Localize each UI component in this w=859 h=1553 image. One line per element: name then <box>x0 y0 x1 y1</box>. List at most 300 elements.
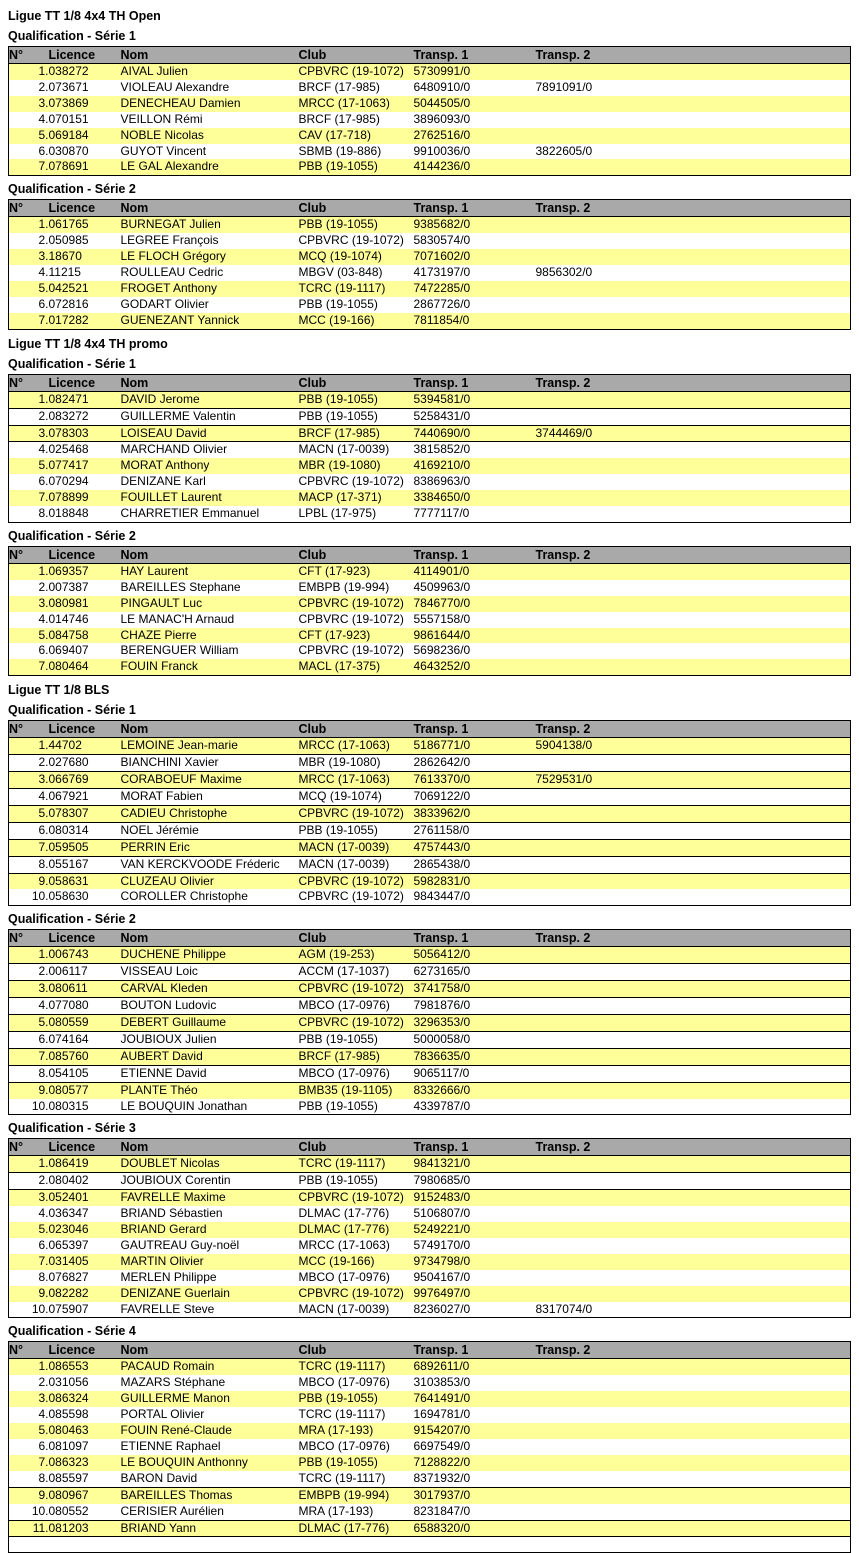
qualification-table <box>8 929 851 1115</box>
cell-licence: 085760 <box>49 1048 121 1065</box>
cell-transp2 <box>536 1423 851 1439</box>
cell-club: MBCO (17-0976) <box>299 1375 414 1391</box>
cell-club: CPBVRC (19-1072) <box>299 643 414 659</box>
cell-nom: NOBLE Nicolas <box>121 128 299 144</box>
cell-club: LPBL (17-975) <box>299 506 414 522</box>
cell-transp1: 5258431/0 <box>414 408 536 425</box>
column-header-transp1: Transp. 1 <box>414 930 536 947</box>
cell-club: TCRC (19-1117) <box>299 1359 414 1375</box>
cell-transp1: 3896093/0 <box>414 112 536 128</box>
cell-transp1: 8231847/0 <box>414 1504 536 1520</box>
cell-licence: 078691 <box>49 159 121 175</box>
cell-n: 10. <box>9 889 49 905</box>
cell-n: 8. <box>9 1270 49 1286</box>
column-header-transp1: Transp. 1 <box>414 47 536 64</box>
table-row <box>9 506 851 522</box>
cell-n: 9. <box>9 1286 49 1302</box>
cell-n: 1. <box>9 391 49 408</box>
cell-licence: 44702 <box>49 738 121 755</box>
table-header-row <box>9 721 851 738</box>
cell-transp1: 5394581/0 <box>414 391 536 408</box>
table-header-row <box>9 1342 851 1359</box>
cell-transp2: 8317074/0 <box>536 1302 851 1318</box>
table-row <box>9 856 851 873</box>
cell-licence: 085597 <box>49 1471 121 1487</box>
cell-transp1: 5249221/0 <box>414 1222 536 1238</box>
cell-nom: DOUBLET Nicolas <box>121 1156 299 1173</box>
cell-nom: CHAZE Pierre <box>121 628 299 644</box>
table-row <box>9 1270 851 1286</box>
cell-nom: LE GAL Alexandre <box>121 159 299 175</box>
cell-transp1: 4173197/0 <box>414 265 536 281</box>
cell-nom: ETIENNE David <box>121 1065 299 1082</box>
cell-n: 4. <box>9 1206 49 1222</box>
cell-licence: 073869 <box>49 96 121 112</box>
cell-n: 1. <box>9 64 49 80</box>
cell-transp2 <box>536 1238 851 1254</box>
cell-transp1: 7071602/0 <box>414 249 536 265</box>
cell-transp1: 5056412/0 <box>414 947 536 964</box>
cell-nom: GUILLERME Manon <box>121 1391 299 1407</box>
cell-nom: PERRIN Eric <box>121 839 299 856</box>
cell-transp1: 3833962/0 <box>414 805 536 822</box>
table-row <box>9 1048 851 1065</box>
cell-transp2 <box>536 1048 851 1065</box>
cell-transp1: 7981876/0 <box>414 998 536 1015</box>
table-row <box>9 596 851 612</box>
table-row <box>9 128 851 144</box>
cell-n: 7. <box>9 1048 49 1065</box>
cell-club: MCC (19-166) <box>299 313 414 329</box>
table-row <box>9 1065 851 1082</box>
cell-licence: 080967 <box>49 1487 121 1503</box>
cell-transp1: 6588320/0 <box>414 1520 536 1537</box>
table-row <box>9 1487 851 1503</box>
qualification-table <box>8 1341 851 1553</box>
cell-transp1: 6697549/0 <box>414 1439 536 1455</box>
cell-nom: MORAT Fabien <box>121 789 299 806</box>
cell-nom: PORTAL Olivier <box>121 1407 299 1423</box>
column-header-n: N° <box>9 721 49 738</box>
table-row <box>9 628 851 644</box>
cell-n: 4. <box>9 442 49 458</box>
cell-nom: LEMOINE Jean-marie <box>121 738 299 755</box>
cell-licence: 014746 <box>49 612 121 628</box>
cell-licence: 080981 <box>49 596 121 612</box>
cell-transp2 <box>536 755 851 772</box>
cell-nom: BAREILLES Thomas <box>121 1487 299 1503</box>
cell-licence: 058630 <box>49 889 121 905</box>
cell-nom: MERLEN Philippe <box>121 1270 299 1286</box>
cell-club: BRCF (17-985) <box>299 1048 414 1065</box>
cell-transp2 <box>536 998 851 1015</box>
cell-transp1: 4169210/0 <box>414 458 536 474</box>
cell-nom: FOUIN Franck <box>121 659 299 675</box>
cell-transp2 <box>536 1173 851 1190</box>
qualification-table <box>8 46 851 176</box>
cell-licence <box>49 1537 121 1553</box>
cell-n: 8. <box>9 1065 49 1082</box>
cell-transp1: 8386963/0 <box>414 474 536 490</box>
cell-licence: 042521 <box>49 281 121 297</box>
cell-licence: 050985 <box>49 233 121 249</box>
cell-n: 5. <box>9 1014 49 1031</box>
cell-licence: 059505 <box>49 839 121 856</box>
cell-licence: 054105 <box>49 1065 121 1082</box>
cell-club: CPBVRC (19-1072) <box>299 1190 414 1206</box>
table-row <box>9 563 851 579</box>
cell-transp2: 9856302/0 <box>536 265 851 281</box>
table-row <box>9 1014 851 1031</box>
table-row <box>9 1391 851 1407</box>
cell-n: 9. <box>9 1487 49 1503</box>
cell-club: MRA (17-193) <box>299 1423 414 1439</box>
table-row <box>9 233 851 249</box>
cell-licence: 082282 <box>49 1286 121 1302</box>
cell-n: 3. <box>9 96 49 112</box>
cell-transp2 <box>536 442 851 458</box>
cell-nom: BOUTON Ludovic <box>121 998 299 1015</box>
cell-n: 2. <box>9 964 49 981</box>
cell-licence: 067921 <box>49 789 121 806</box>
cell-transp1: 2865438/0 <box>414 856 536 873</box>
cell-club: CPBVRC (19-1072) <box>299 596 414 612</box>
cell-nom: JOUBIOUX Corentin <box>121 1173 299 1190</box>
column-header-club: Club <box>299 1139 414 1156</box>
cell-club: MRCC (17-1063) <box>299 738 414 755</box>
cell-club: MBR (19-1080) <box>299 755 414 772</box>
cell-n: 5. <box>9 128 49 144</box>
cell-nom: COROLLER Christophe <box>121 889 299 905</box>
column-header-licence: Licence <box>49 930 121 947</box>
cell-transp1: 7846770/0 <box>414 596 536 612</box>
cell-n: 4. <box>9 789 49 806</box>
cell-transp2 <box>536 1222 851 1238</box>
cell-transp1: 2867726/0 <box>414 297 536 313</box>
serie-label: Qualification - Série 2 <box>8 528 136 543</box>
cell-transp2: 3822605/0 <box>536 144 851 160</box>
cell-n: 10. <box>9 1302 49 1318</box>
cell-club: MBR (19-1080) <box>299 458 414 474</box>
cell-transp2 <box>536 1082 851 1098</box>
cell-transp2 <box>536 474 851 490</box>
table-row <box>9 981 851 998</box>
cell-club: CFT (17-923) <box>299 563 414 579</box>
cell-n: 1. <box>9 563 49 579</box>
table-row <box>9 490 851 506</box>
cell-n: 9. <box>9 1082 49 1098</box>
cell-licence: 080611 <box>49 981 121 998</box>
cell-club: MACP (17-371) <box>299 490 414 506</box>
cell-nom: BURNEGAT Julien <box>121 217 299 233</box>
cell-club: DLMAC (17-776) <box>299 1520 414 1537</box>
table-row <box>9 474 851 490</box>
cell-club: MCQ (19-1074) <box>299 789 414 806</box>
cell-licence: 075907 <box>49 1302 121 1318</box>
ligue-title: Ligue TT 1/8 BLS <box>8 683 110 698</box>
ligue-title: Ligue TT 1/8 4x4 TH Open <box>8 9 161 23</box>
cell-nom: GAUTREAU Guy-noël <box>121 1238 299 1254</box>
cell-transp1: 7980685/0 <box>414 1173 536 1190</box>
table-header-row <box>9 930 851 947</box>
column-header-transp1: Transp. 1 <box>414 721 536 738</box>
cell-transp1: 9152483/0 <box>414 1190 536 1206</box>
cell-club: CPBVRC (19-1072) <box>299 873 414 889</box>
table-row <box>9 1520 851 1537</box>
cell-transp2 <box>536 1455 851 1471</box>
cell-licence: 074164 <box>49 1031 121 1048</box>
column-header-n: N° <box>9 200 49 217</box>
cell-transp1: 5044505/0 <box>414 96 536 112</box>
cell-licence: 018848 <box>49 506 121 522</box>
cell-transp1: 9504167/0 <box>414 1270 536 1286</box>
cell-licence: 077080 <box>49 998 121 1015</box>
cell-club: EMBPB (19-994) <box>299 1487 414 1503</box>
cell-n: 7. <box>9 490 49 506</box>
cell-nom: GUENEZANT Yannick <box>121 313 299 329</box>
cell-licence: 070151 <box>49 112 121 128</box>
cell-nom: CHARRETIER Emmanuel <box>121 506 299 522</box>
column-header-transp1: Transp. 1 <box>414 1342 536 1359</box>
cell-transp2 <box>536 159 851 175</box>
cell-transp2 <box>536 789 851 806</box>
cell-club: MCQ (19-1074) <box>299 249 414 265</box>
cell-club: PBB (19-1055) <box>299 408 414 425</box>
cell-nom: CLUZEAU Olivier <box>121 873 299 889</box>
cell-n: 2. <box>9 80 49 96</box>
table-row-partial <box>9 1537 851 1553</box>
cell-transp1: 9976497/0 <box>414 1286 536 1302</box>
cell-nom: CADIEU Christophe <box>121 805 299 822</box>
table-row <box>9 1099 851 1115</box>
cell-transp2 <box>536 64 851 80</box>
cell-nom: MARCHAND Olivier <box>121 442 299 458</box>
cell-transp2 <box>536 1254 851 1270</box>
cell-club: TCRC (19-1117) <box>299 1407 414 1423</box>
cell-transp1: 7836635/0 <box>414 1048 536 1065</box>
cell-licence: 080577 <box>49 1082 121 1098</box>
cell-licence: 084758 <box>49 628 121 644</box>
table-row <box>9 789 851 806</box>
cell-transp2 <box>536 458 851 474</box>
cell-licence: 031056 <box>49 1375 121 1391</box>
cell-n: 3. <box>9 596 49 612</box>
cell-transp1 <box>414 1537 536 1553</box>
column-header-nom: Nom <box>121 47 299 64</box>
cell-n <box>9 1537 49 1553</box>
table-row <box>9 889 851 905</box>
cell-licence: 038272 <box>49 64 121 80</box>
table-row <box>9 612 851 628</box>
cell-nom: CARVAL Kleden <box>121 981 299 998</box>
column-header-transp2: Transp. 2 <box>536 930 851 947</box>
cell-transp2 <box>536 391 851 408</box>
cell-nom: FAVRELLE Maxime <box>121 1190 299 1206</box>
cell-licence: 017282 <box>49 313 121 329</box>
cell-n: 4. <box>9 1407 49 1423</box>
cell-transp2 <box>536 490 851 506</box>
cell-club: PBB (19-1055) <box>299 1391 414 1407</box>
cell-n: 6. <box>9 297 49 313</box>
cell-nom: DAVID Jerome <box>121 391 299 408</box>
cell-transp1: 4757443/0 <box>414 839 536 856</box>
column-header-n: N° <box>9 930 49 947</box>
table-row <box>9 313 851 329</box>
cell-nom: JOUBIOUX Julien <box>121 1031 299 1048</box>
cell-club: AGM (19-253) <box>299 947 414 964</box>
table-row <box>9 822 851 839</box>
cell-transp1: 6273165/0 <box>414 964 536 981</box>
cell-n: 6. <box>9 822 49 839</box>
cell-transp2 <box>536 1471 851 1487</box>
qualification-table <box>8 720 851 906</box>
column-header-club: Club <box>299 546 414 563</box>
cell-club: PBB (19-1055) <box>299 1173 414 1190</box>
cell-transp1: 5730991/0 <box>414 64 536 80</box>
cell-transp2: 3744469/0 <box>536 425 851 442</box>
cell-club: PBB (19-1055) <box>299 297 414 313</box>
cell-n: 6. <box>9 643 49 659</box>
cell-club: MBCO (17-0976) <box>299 1065 414 1082</box>
cell-n: 5. <box>9 281 49 297</box>
cell-nom: GUYOT Vincent <box>121 144 299 160</box>
cell-n: 7. <box>9 839 49 856</box>
cell-transp2: 7891091/0 <box>536 80 851 96</box>
cell-club: BRCF (17-985) <box>299 425 414 442</box>
cell-n: 5. <box>9 1222 49 1238</box>
table-row <box>9 391 851 408</box>
cell-nom: VISSEAU Loic <box>121 964 299 981</box>
qualification-table <box>8 199 851 329</box>
cell-n: 2. <box>9 408 49 425</box>
cell-n: 1. <box>9 217 49 233</box>
cell-licence: 069407 <box>49 643 121 659</box>
cell-club: DLMAC (17-776) <box>299 1206 414 1222</box>
cell-nom: VIOLEAU Alexandre <box>121 80 299 96</box>
table-row <box>9 217 851 233</box>
cell-licence: 031405 <box>49 1254 121 1270</box>
cell-licence: 080559 <box>49 1014 121 1031</box>
cell-transp2 <box>536 1359 851 1375</box>
cell-transp2 <box>536 1099 851 1115</box>
cell-club: MCC (19-166) <box>299 1254 414 1270</box>
cell-transp2 <box>536 506 851 522</box>
cell-transp2: 5904138/0 <box>536 738 851 755</box>
cell-transp2 <box>536 805 851 822</box>
cell-club: CPBVRC (19-1072) <box>299 64 414 80</box>
cell-licence: 080315 <box>49 1099 121 1115</box>
cell-nom: LE BOUQUIN Anthonny <box>121 1455 299 1471</box>
cell-club: MRCC (17-1063) <box>299 772 414 789</box>
column-header-n: N° <box>9 1342 49 1359</box>
cell-club: MBCO (17-0976) <box>299 998 414 1015</box>
cell-licence: 086324 <box>49 1391 121 1407</box>
cell-transp2 <box>536 580 851 596</box>
cell-n: 4. <box>9 265 49 281</box>
cell-licence: 023046 <box>49 1222 121 1238</box>
serie-label: Qualification - Série 1 <box>8 356 136 371</box>
cell-licence: 078307 <box>49 805 121 822</box>
cell-club: CPBVRC (19-1072) <box>299 805 414 822</box>
cell-licence: 080314 <box>49 822 121 839</box>
cell-n: 7. <box>9 313 49 329</box>
cell-nom: LEGREE François <box>121 233 299 249</box>
cell-licence: 055167 <box>49 856 121 873</box>
table-row <box>9 1407 851 1423</box>
cell-transp1: 4144236/0 <box>414 159 536 175</box>
cell-nom: AUBERT David <box>121 1048 299 1065</box>
table-row <box>9 772 851 789</box>
cell-nom: CERISIER Aurélien <box>121 1504 299 1520</box>
cell-licence: 065397 <box>49 1238 121 1254</box>
cell-club: MACN (17-0039) <box>299 856 414 873</box>
cell-nom: BRIAND Gerard <box>121 1222 299 1238</box>
table-row <box>9 1439 851 1455</box>
cell-club <box>299 1537 414 1553</box>
cell-club: MBCO (17-0976) <box>299 1270 414 1286</box>
table-row <box>9 1206 851 1222</box>
column-header-licence: Licence <box>49 721 121 738</box>
table-row <box>9 873 851 889</box>
cell-licence: 081203 <box>49 1520 121 1537</box>
cell-club: PBB (19-1055) <box>299 1455 414 1471</box>
table-row <box>9 659 851 675</box>
qualification-table <box>8 374 851 523</box>
cell-transp1: 7128822/0 <box>414 1455 536 1471</box>
table-row <box>9 755 851 772</box>
table-header-row <box>9 200 851 217</box>
cell-transp2 <box>536 112 851 128</box>
cell-transp1: 6892611/0 <box>414 1359 536 1375</box>
table-row <box>9 1286 851 1302</box>
cell-transp1: 2862642/0 <box>414 755 536 772</box>
cell-club: MACN (17-0039) <box>299 442 414 458</box>
cell-nom: CORABOEUF Maxime <box>121 772 299 789</box>
cell-nom: MARTIN Olivier <box>121 1254 299 1270</box>
cell-licence: 066769 <box>49 772 121 789</box>
cell-club: MRCC (17-1063) <box>299 1238 414 1254</box>
table-row <box>9 159 851 175</box>
column-header-club: Club <box>299 47 414 64</box>
cell-transp1: 9154207/0 <box>414 1423 536 1439</box>
column-header-nom: Nom <box>121 1342 299 1359</box>
cell-nom: NOEL Jérémie <box>121 822 299 839</box>
column-header-n: N° <box>9 1139 49 1156</box>
cell-transp1: 4643252/0 <box>414 659 536 675</box>
cell-n: 5. <box>9 628 49 644</box>
cell-club: SBMB (19-886) <box>299 144 414 160</box>
cell-n: 2. <box>9 580 49 596</box>
cell-transp1: 5982831/0 <box>414 873 536 889</box>
cell-nom: LE BOUQUIN Jonathan <box>121 1099 299 1115</box>
cell-transp1: 5106807/0 <box>414 1206 536 1222</box>
cell-nom: VAN KERCKVOODE Fréderic <box>121 856 299 873</box>
table-row <box>9 580 851 596</box>
column-header-nom: Nom <box>121 1139 299 1156</box>
cell-nom: LE FLOCH Grégory <box>121 249 299 265</box>
cell-club: MRA (17-193) <box>299 1504 414 1520</box>
cell-n: 7. <box>9 1254 49 1270</box>
cell-licence: 083272 <box>49 408 121 425</box>
cell-licence: 080464 <box>49 659 121 675</box>
cell-transp2 <box>536 1407 851 1423</box>
cell-nom: LOISEAU David <box>121 425 299 442</box>
table-row <box>9 805 851 822</box>
cell-licence: 072816 <box>49 297 121 313</box>
table-row <box>9 947 851 964</box>
cell-nom: DENECHEAU Damien <box>121 96 299 112</box>
table-row <box>9 80 851 96</box>
